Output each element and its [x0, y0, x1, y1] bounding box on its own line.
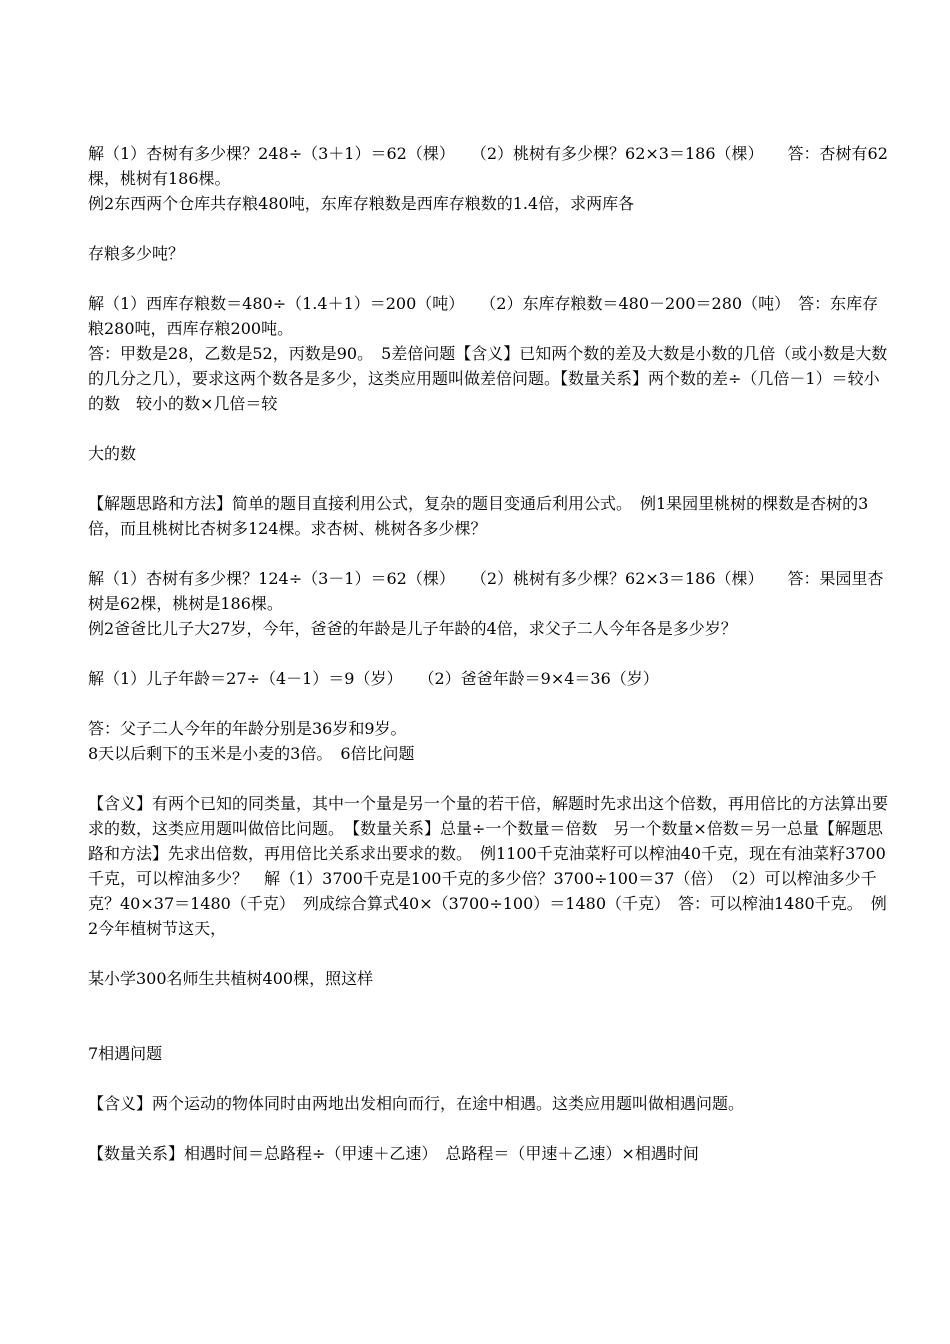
blank-line	[88, 766, 890, 791]
paragraph-larger-number: 大的数	[88, 444, 137, 463]
blank-line	[88, 541, 890, 566]
blank-line	[88, 416, 890, 441]
paragraph-method-example-1: 【解题思路和方法】简单的题目直接利用公式，复杂的题目变通后利用公式。 例1果园里桃树的棵数是杏树的3倍，而且桃树比杏树多124棵。求杏树、桃树各多少棵？	[88, 494, 869, 538]
paragraph-age-answer: 答：父子二人今年的年龄分别是36岁和9岁。	[88, 719, 407, 738]
paragraph-warehouse-question-end: 存粮多少吨？	[88, 244, 185, 263]
blank-line	[88, 691, 890, 716]
paragraph-difference-multiple-intro: 答：甲数是28，乙数是52，丙数是90。 5差倍问题【含义】已知两个数的差及大数是小数的几倍（或小数是大数的几分之几），要求这两个数各是多少，这类应用题叫做差倍问题。【数量关系】两个数的差÷（几倍－1）＝较小的数 较小的数×几倍＝较	[88, 344, 888, 413]
blank-line	[88, 216, 890, 241]
paragraph-apricot-peach-solution: 解（1）杏树有多少棵？248÷（3＋1）＝62（棵） （2）桃树有多少棵？62×3＝186（棵） 答：杏树有62棵，桃树有186棵。	[88, 144, 888, 188]
paragraph-warehouse-solution: 解（1）西库存粮数＝480÷（1.4＋1）＝200（吨） （2）东库存粮数＝480－200＝280（吨） 答：东库存粮280吨，西库存粮200吨。	[88, 294, 879, 338]
blank-line	[88, 941, 890, 966]
paragraph-tree-planting: 某小学300名师生共植树400棵，照这样	[88, 969, 374, 988]
paragraph-ratio-problem-heading: 8天以后剩下的玉米是小麦的3倍。 6倍比问题	[88, 744, 415, 763]
paragraph-ratio-problem-body: 【含义】有两个已知的同类量，其中一个量是另一个量的若干倍，解题时先求出这个倍数，再用倍比的方法算出要求的数，这类应用题叫做倍比问题。 【数量关系】总量÷一个数量＝倍数 另一个数量×倍数＝另一总量【解题思路和方法】先求出倍数，再用倍比关系求出要求的数。 例1100千克油菜籽可以榨油40千克，现在有油菜籽3700千克，可以榨油多少？ 解（1）3700千克是100千克的多少倍？3700÷100＝37（倍） （2）可以榨油多少千克？40×37＝1480（千克） 列成综合算式40×（3700÷100）＝1480（千克） 答：可以榨油1480千克。 例2今年植树节这天，	[88, 794, 889, 938]
blank-line	[88, 991, 890, 1041]
blank-line	[88, 1116, 890, 1141]
paragraph-meeting-definition: 【含义】两个运动的物体同时由两地出发相向而行，在途中相遇。这类应用题叫做相遇问题。	[88, 1094, 745, 1113]
paragraph-age-solution: 解（1）儿子年龄＝27÷（4－1）＝9（岁） （2）爸爸年龄＝9×4＝36（岁）	[88, 669, 659, 688]
paragraph-example-2-warehouse: 例2东西两个仓库共存粮480吨，东库存粮数是西库存粮数的1.4倍，求两库各	[88, 194, 635, 213]
blank-line	[88, 641, 890, 666]
blank-line	[88, 266, 890, 291]
paragraph-meeting-relations: 【数量关系】相遇时间＝总路程÷（甲速＋乙速） 总路程＝（甲速＋乙速）×相遇时间	[88, 1144, 699, 1163]
blank-line	[88, 1066, 890, 1091]
blank-line	[88, 466, 890, 491]
paragraph-orchard-solution: 解（1）杏树有多少棵？124÷（3－1）＝62（棵） （2）桃树有多少棵？62×3＝186（棵） 答：果园里杏树是62棵，桃树是186棵。	[88, 569, 884, 613]
paragraph-meeting-problem-heading: 7相遇问题	[88, 1044, 163, 1063]
paragraph-example-2-age: 例2爸爸比儿子大27岁，今年，爸爸的年龄是儿子年龄的4倍，求父子二人今年各是多少岁？	[88, 619, 737, 638]
